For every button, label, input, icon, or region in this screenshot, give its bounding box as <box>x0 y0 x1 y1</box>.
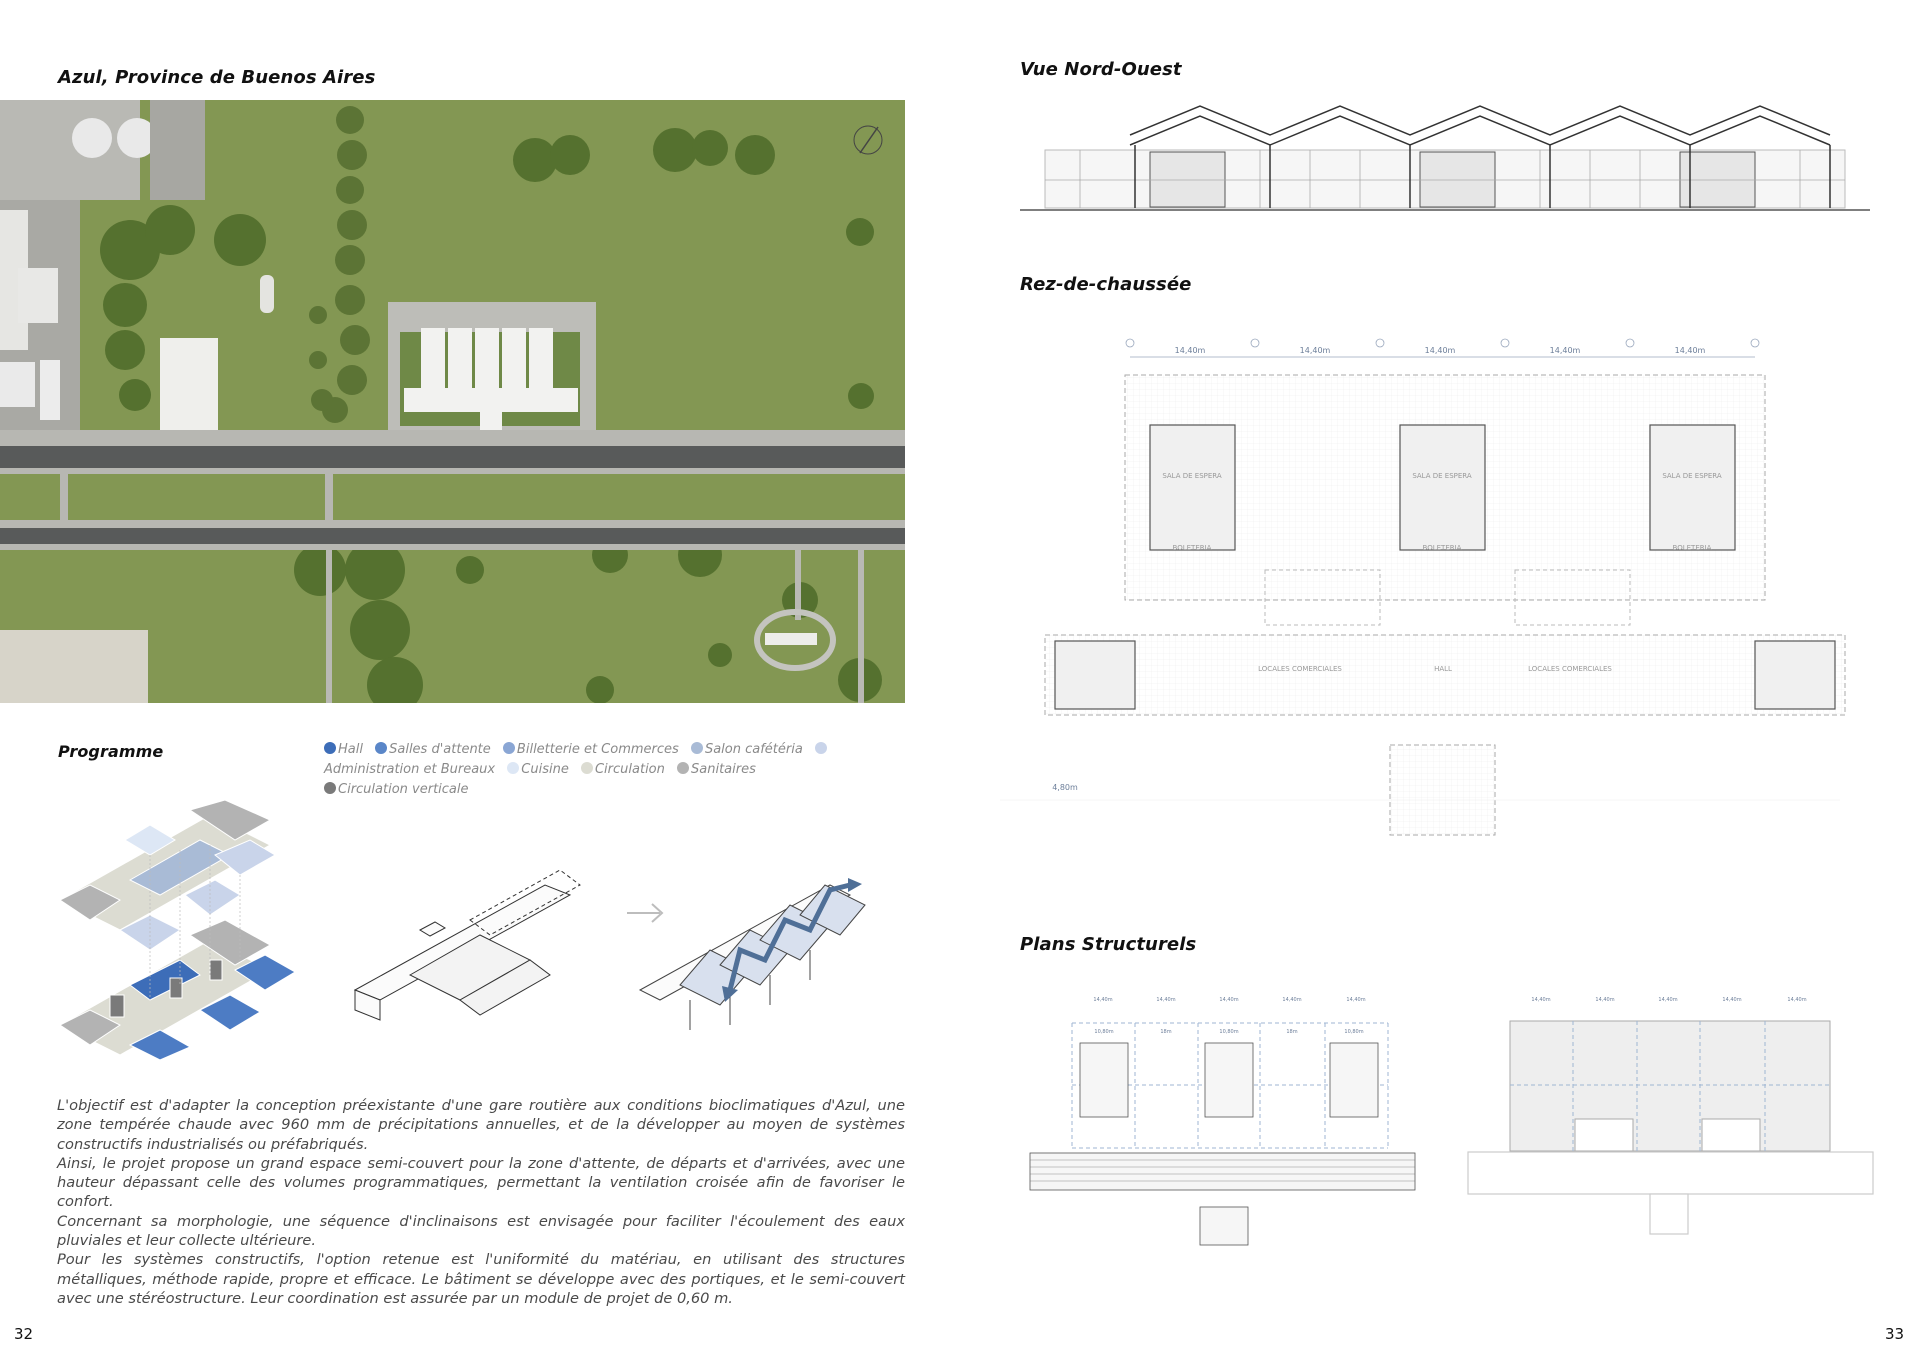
legend-swatch-icon <box>324 742 336 754</box>
dimension-label: 14,40m <box>1674 346 1706 355</box>
legend-label: Sanitaires <box>691 762 756 777</box>
legend-item-sanitaires <box>677 762 756 777</box>
dimension-label: 14,40m <box>1722 997 1742 1003</box>
site-title: Azul, Province de Buenos Aires <box>58 67 376 88</box>
paragraph: Ainsi, le projet propose un grand espace semi-couvert pour la zone d'attente, de départs et d'arrivées, avec une hauteur dépassant celle des volumes programmatiques, permettant la ventilation croisée afin de favoriser le confort. <box>57 1154 905 1211</box>
dimension-label: 10,80m <box>1094 1029 1114 1035</box>
exploded-axo <box>60 800 295 1060</box>
programme-legend <box>324 740 909 800</box>
paragraph: L'objectif est d'adapter la conception préexistante d'une gare routière aux conditions bioclimatiques d'Azul, une zone tempérée chaude avec 960 mm de précipitations annuelles, et de la développer au moyen de systèmes constructifs industrialisés ou préfabriqués. <box>57 1097 905 1153</box>
elevation-drawing <box>1020 100 1870 220</box>
dimension-label: 18m <box>1286 1029 1298 1035</box>
axonometric-diagrams <box>50 800 920 1060</box>
legend-item-circulation <box>581 762 665 777</box>
dimension-label: 14,40m <box>1299 346 1331 355</box>
legend-swatch-icon <box>375 742 387 754</box>
project-description <box>57 1096 905 1308</box>
elevation-title: Vue Nord-Ouest <box>1020 59 1182 80</box>
room-label: LOCALES COMERCIALES <box>1528 665 1612 673</box>
legend-label: Administration et Bureaux <box>324 762 496 777</box>
roof-structure-drawing <box>1460 985 1880 1245</box>
legend-label: Circulation verticale <box>338 782 469 797</box>
dimension-label: 10,80m <box>1344 1029 1364 1035</box>
dimension-label: 14,40m <box>1531 997 1551 1003</box>
legend-swatch-icon <box>324 782 336 794</box>
dimension-label: 14,40m <box>1219 997 1239 1003</box>
aerial-illustration <box>0 100 905 703</box>
north-west-elevation <box>1020 100 1870 220</box>
legend-item-salon <box>691 742 803 757</box>
legend-label: Hall <box>338 742 363 757</box>
paragraph: Pour les systèmes constructifs, l'option retenue est l'uniformité du matériau, en utilisant des structures métalliques, méthode rapide, propre et efficace. Le bâtiment se développe avec des portiques, et le semi-couvert avec une stéréostructure. Leur coordination est assurée par un module de projet de 0,60 m. <box>57 1251 905 1307</box>
structural-title: Plans Structurels <box>1020 934 1197 955</box>
legend-item-hall <box>324 742 363 757</box>
room-label: LOCALES COMERCIALES <box>1258 665 1342 673</box>
room-label: SALA DE ESPERA <box>1162 472 1222 480</box>
legend-label: Cuisine <box>521 762 569 777</box>
legend-swatch-icon <box>507 762 519 774</box>
legend-label: Circulation <box>594 762 665 777</box>
ground-floor-title: Rez-de-chaussée <box>1020 274 1192 295</box>
programme-diagrams <box>50 800 920 1060</box>
frame-plan-drawing <box>1020 985 1450 1280</box>
page-number-right: 33 <box>1885 1325 1905 1343</box>
building-mass-axo <box>355 870 580 1020</box>
legend-item-circulation-verticale <box>324 782 469 797</box>
dimension-label: 14,40m <box>1787 997 1807 1003</box>
dimension-label: 14,40m <box>1093 997 1113 1003</box>
dimension-label: 14,40m <box>1174 346 1206 355</box>
plan-drawing <box>995 335 1875 875</box>
room-label: BOLETERIA <box>1172 544 1212 552</box>
dimension-label: 18m <box>1160 1029 1172 1035</box>
dimension-label: 14,40m <box>1595 997 1615 1003</box>
aerial-site-photo <box>0 100 905 703</box>
dimension-label: 14,40m <box>1156 997 1176 1003</box>
legend-swatch-icon <box>815 742 827 754</box>
legend-swatch-icon <box>581 762 593 774</box>
dimension-label: 14,40m <box>1282 997 1302 1003</box>
legend-item-billetterie <box>503 742 679 757</box>
ground-floor-plan <box>995 335 1875 875</box>
dimension-label: 10,80m <box>1219 1029 1239 1035</box>
arrow-right-icon <box>627 904 662 922</box>
structural-plan-roof <box>1460 985 1880 1245</box>
structural-plan-frames <box>1020 985 1450 1280</box>
room-label: HALL <box>1434 665 1452 673</box>
legend-swatch-icon <box>503 742 515 754</box>
legend-item-cuisine <box>507 762 569 777</box>
page-number-left: 32 <box>14 1325 34 1343</box>
legend-swatch-icon <box>691 742 703 754</box>
room-label: SALA DE ESPERA <box>1412 472 1472 480</box>
dimension-label: 14,40m <box>1424 346 1456 355</box>
room-label: SALA DE ESPERA <box>1662 472 1722 480</box>
dimension-label: 14,40m <box>1658 997 1678 1003</box>
legend-label: Billetterie et Commerces <box>516 742 679 757</box>
dimension-label: 14,40m <box>1549 346 1581 355</box>
legend-swatch-icon <box>677 762 689 774</box>
legend-label: Salles d'attente <box>389 742 491 757</box>
paragraph: Concernant sa morphologie, une séquence d'inclinaisons est envisagée pour faciliter l'écoulement des eaux pluviales et leur collecte ultérieure. <box>57 1212 905 1250</box>
room-label: BOLETERIA <box>1672 544 1712 552</box>
legend-label: Salon cafétéria <box>704 742 803 757</box>
programme-title: Programme <box>58 742 164 761</box>
dimension-label: 14,40m <box>1346 997 1366 1003</box>
legend-item-salles <box>375 742 491 757</box>
dimension-label: 4,80m <box>1052 783 1078 792</box>
room-label: BOLETERIA <box>1422 544 1462 552</box>
